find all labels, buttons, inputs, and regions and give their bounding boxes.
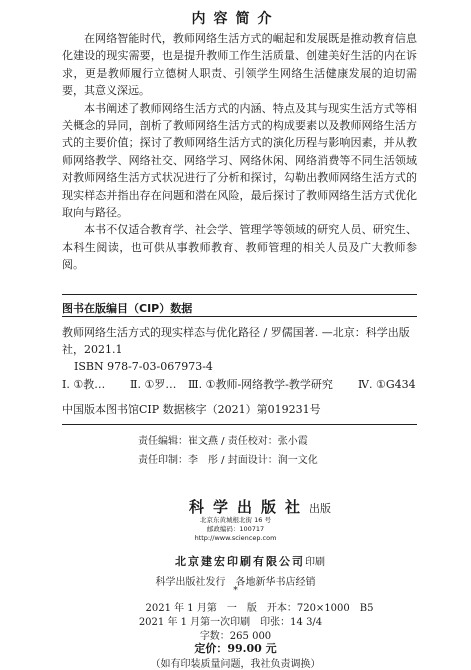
word-count: 字数：265 000	[199, 631, 272, 642]
cip-isbn: ISBN 978-7-03-067973-4	[74, 360, 213, 373]
printing-line: 2021 年 1 月第一次印刷 印张：14 3/4	[138, 617, 323, 628]
intro-paragraph: 本书不仅适合教育学、社会学、管理学等领域的研究人员、研究生、本科生阅读，也可供从事教师教育、教师管理的相关人员及广大教师参阅。	[62, 223, 417, 272]
cip-class-item: Ⅲ. ①教师-网络教学-教学研究	[188, 378, 333, 391]
cip-citation-text: 教师网络生活方式的现实样态与优化路径 / 罗儒国著. —北京：科学出版社，2021.1	[62, 326, 410, 356]
divider-top	[62, 294, 417, 295]
intro-paragraph: 本书阐述了教师网络生活方式的内涵、特点及其与现实生活方式等相关概念的异同，剖析了教师网络生活方式的构成要素以及教师网络生活方式的主要价值；探讨了教师网络生活方式的演化历程与影响因素，并从教师网络教学、网络社交、网络学习、网络休闲、网络消费等不同生活领域对教师网络生活方式状况进行了分析和探讨，勾勒出教师网络生活方式的现实样态并指出存在问题和潜在风险，最后探讨了教师网络生活方式优化取向与路径。	[62, 101, 417, 220]
publisher-postcode: 邮政编码：100717	[206, 525, 265, 533]
publisher-address: 北京东黄城根北街 16 号	[200, 516, 271, 524]
publisher-logo	[130, 496, 390, 517]
cip-citation	[62, 324, 417, 375]
edition-bullet: *	[233, 586, 238, 596]
printer-name: 北京建宏印刷有限公司	[175, 555, 305, 568]
cip-class-item: Ⅰ. ①教…	[62, 378, 106, 391]
cip-record: 中国版本图书馆CIP 数据核字（2021）第019231号	[62, 403, 321, 416]
publisher-suffix: 出版	[309, 502, 331, 515]
printer-suffix: 印刷	[305, 557, 325, 568]
divider-cip	[62, 316, 417, 317]
cip-class-item: Ⅳ. ①G434	[358, 378, 416, 391]
publisher-website: http://www.sciencep.com	[194, 534, 277, 542]
credits-editor: 责任编辑：崔文燕 / 责任校对：张小霞	[138, 436, 308, 447]
price: 定价：99.00 元	[194, 642, 277, 655]
edition-line: 2021 年 1 月第 一 版 开本：720×1000 B5	[145, 603, 374, 614]
quality-notice: （如有印装质量问题，我社负责调换）	[150, 659, 321, 670]
printer	[130, 553, 370, 569]
intro-text	[62, 30, 417, 274]
publisher-name: 科学出版社	[188, 498, 309, 516]
cip-classification	[62, 376, 417, 393]
distribution: 科学出版社发行 各地新华书店经销	[155, 577, 316, 588]
cip-class-item: Ⅱ. ①罗…	[130, 378, 177, 391]
credits-printing: 责任印制：李 彤 / 封面设计：润一文化	[138, 455, 318, 466]
intro-paragraph: 在网络智能时代，教师网络生活方式的崛起和发展既是推动教育信息化建设的现实需要，也是提升教师工作生活质量、创建美好生活的内在诉求，更是教师履行立德树人职责、引领学生网络生活健康发展的迫切需要，其意义深远。	[62, 32, 417, 98]
page-title: 内容简介	[191, 11, 280, 27]
divider-bottom	[62, 424, 417, 425]
cip-heading: 图书在版编目（CIP）数据	[62, 302, 193, 315]
